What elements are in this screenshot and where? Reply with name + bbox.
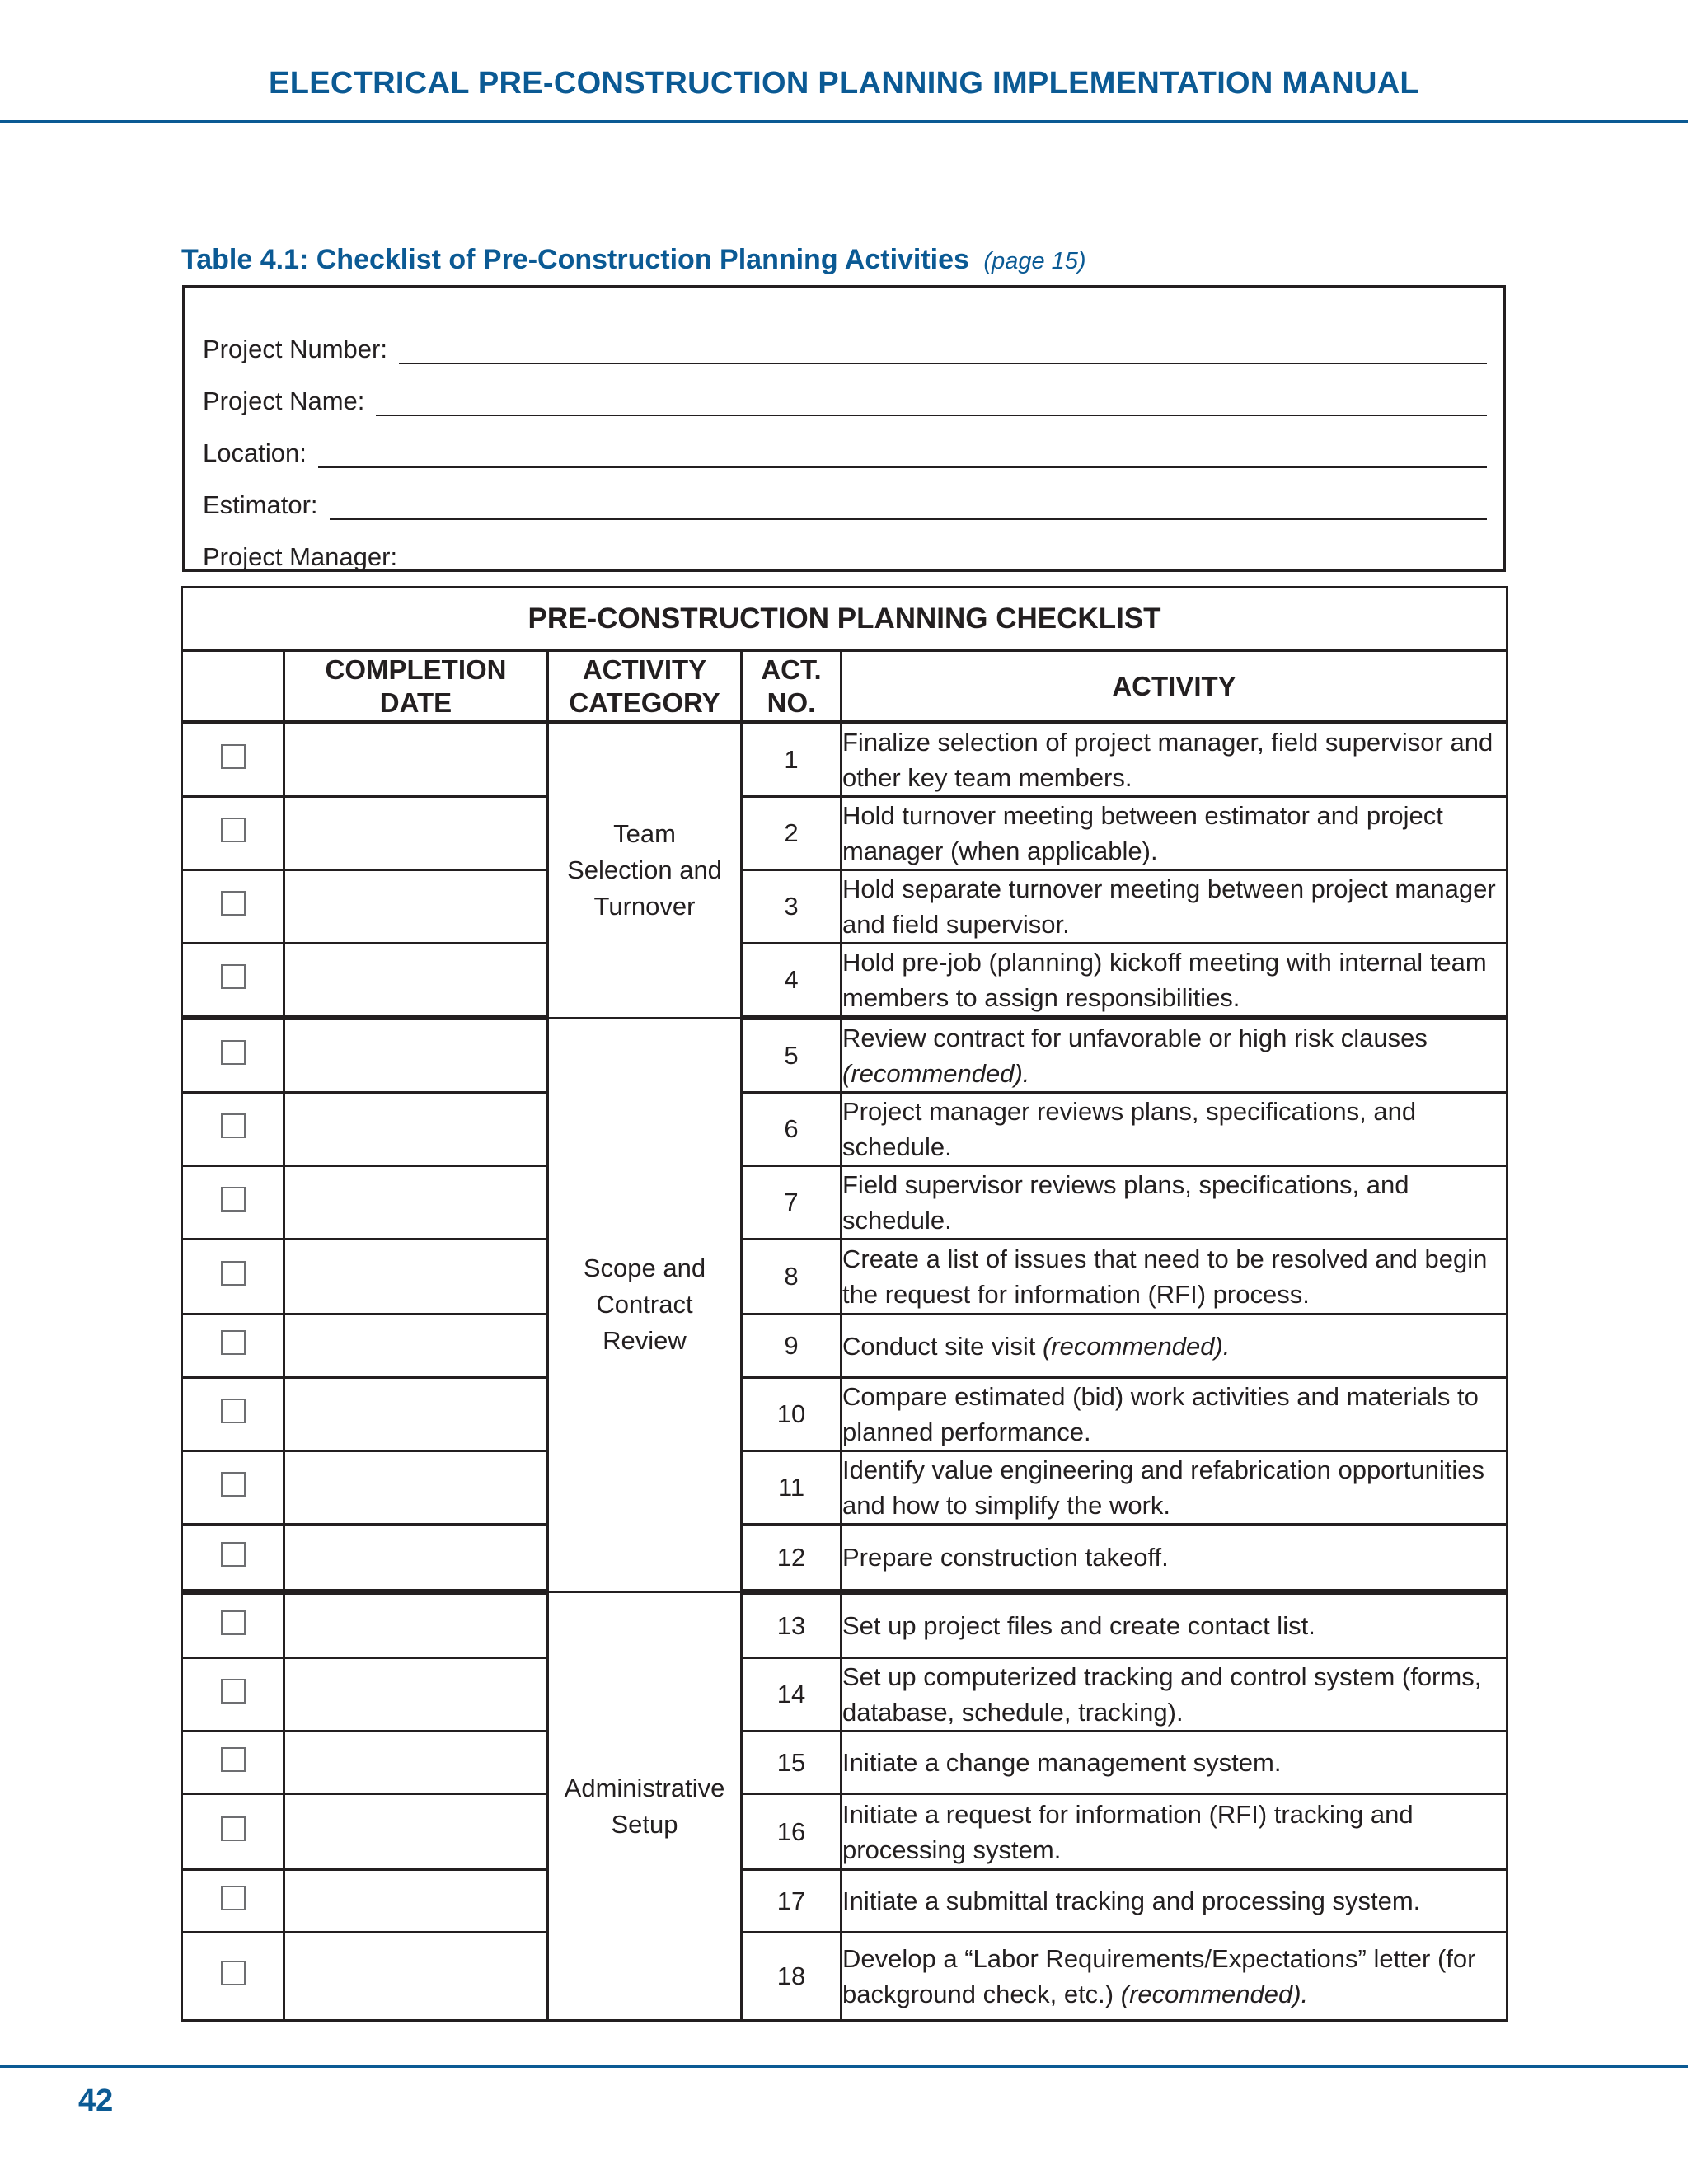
activity-10-completion-date[interactable]	[284, 1378, 548, 1451]
footer-rule	[0, 2065, 1688, 2068]
activity-number: 17	[742, 1870, 842, 1933]
checklist-title: PRE-CONSTRUCTION PLANNING CHECKLIST	[182, 588, 1507, 651]
col-header-act-no-line-2: NO.	[767, 687, 816, 718]
activity-2-checkbox[interactable]	[221, 818, 246, 842]
header-rule	[0, 120, 1688, 123]
category-line: Contract	[596, 1290, 693, 1319]
table-row	[182, 1451, 1507, 1525]
activity-7-completion-date[interactable]	[284, 1166, 548, 1240]
category-line: Review	[603, 1326, 687, 1356]
category-scope-contract-review	[548, 1018, 742, 1592]
activity-number: 3	[742, 870, 842, 944]
activity-number: 16	[742, 1794, 842, 1870]
activity-6-completion-date[interactable]	[284, 1093, 548, 1166]
activity-description: Hold pre-job (planning) kickoff meeting with internal team members to assign responsibilities.	[842, 948, 1487, 1012]
activity-description: Project manager reviews plans, specifications, and schedule.	[842, 1097, 1417, 1161]
activity-note: (recommended).	[1120, 1980, 1309, 2008]
estimator-field[interactable]	[330, 485, 1487, 520]
category-administrative-setup	[548, 1592, 742, 2021]
activity-16-checkbox[interactable]	[221, 1816, 246, 1841]
table-row	[182, 1018, 1507, 1093]
activity-17-checkbox[interactable]	[221, 1886, 246, 1910]
activity-10-checkbox[interactable]	[221, 1399, 246, 1423]
activity-description: Finalize selection of project manager, field supervisor and other key team members.	[842, 728, 1493, 792]
project-name-row	[185, 364, 1503, 416]
activity-text	[842, 797, 1507, 870]
col-header-completion-date	[284, 651, 548, 723]
project-info-box	[182, 285, 1506, 572]
project-number-field[interactable]	[399, 330, 1487, 364]
activity-15-checkbox[interactable]	[221, 1747, 246, 1772]
activity-number: 6	[742, 1093, 842, 1166]
table-row	[182, 723, 1507, 797]
table-row	[182, 797, 1507, 870]
activity-4-completion-date[interactable]	[284, 944, 548, 1019]
activity-number: 7	[742, 1166, 842, 1240]
activity-1-checkbox[interactable]	[221, 744, 246, 769]
activity-9-checkbox[interactable]	[221, 1330, 246, 1355]
activity-14-completion-date[interactable]	[284, 1658, 548, 1732]
activity-5-checkbox[interactable]	[221, 1040, 246, 1065]
col-header-completion-date-line-2: DATE	[379, 687, 452, 718]
activity-description: Set up project files and create contact list.	[842, 1611, 1315, 1640]
activity-note: (recommended).	[842, 1059, 1030, 1088]
activity-2-completion-date[interactable]	[284, 797, 548, 870]
activity-description: Conduct site visit	[842, 1331, 1036, 1361]
col-header-activity: ACTIVITY	[842, 651, 1507, 723]
table-row	[182, 944, 1507, 1019]
category-line: Administrative	[564, 1773, 725, 1802]
activity-3-completion-date[interactable]	[284, 870, 548, 944]
activity-11-completion-date[interactable]	[284, 1451, 548, 1525]
activity-text	[842, 944, 1507, 1019]
activity-number: 18	[742, 1933, 842, 2021]
activity-text	[842, 1658, 1507, 1732]
activity-description: Review contract for unfavorable or high risk clauses	[842, 1024, 1428, 1052]
activity-18-completion-date[interactable]	[284, 1933, 548, 2021]
activity-8-checkbox[interactable]	[221, 1261, 246, 1286]
activity-number: 5	[742, 1018, 842, 1093]
category-line: Turnover	[593, 892, 696, 921]
activity-number: 10	[742, 1378, 842, 1451]
table-row	[182, 1378, 1507, 1451]
activity-text	[842, 1378, 1507, 1451]
project-number-label: Project Number:	[203, 335, 387, 363]
activity-text	[842, 1315, 1507, 1378]
activity-text	[842, 1525, 1507, 1592]
activity-text	[842, 1240, 1507, 1315]
activity-14-checkbox[interactable]	[221, 1679, 246, 1704]
activity-description: Prepare construction takeoff.	[842, 1543, 1169, 1572]
activity-number: 15	[742, 1732, 842, 1794]
pre-construction-checklist-table	[181, 586, 1508, 2022]
table-row	[182, 1658, 1507, 1732]
location-row	[185, 416, 1503, 468]
activity-description: Initiate a request for information (RFI) tracking and processing system.	[842, 1799, 1414, 1864]
col-header-activity-category-line-2: CATEGORY	[569, 687, 720, 718]
activity-1-completion-date[interactable]	[284, 723, 548, 797]
activity-text	[842, 1592, 1507, 1658]
category-line: Selection and	[567, 855, 722, 885]
table-row	[182, 1592, 1507, 1658]
project-manager-row	[185, 520, 1503, 572]
activity-number: 12	[742, 1525, 842, 1592]
activity-text	[842, 1870, 1507, 1933]
activity-text	[842, 1093, 1507, 1166]
col-header-act-no-line-1: ACT.	[761, 654, 822, 685]
estimator-label: Estimator:	[203, 490, 318, 519]
activity-description: Develop a “Labor Requirements/Expectations” letter (for background check, etc.)	[842, 1944, 1476, 2008]
activity-description: Identify value engineering and refabrication opportunities and how to simplify the work.	[842, 1455, 1484, 1520]
table-caption	[181, 244, 1086, 276]
activity-description: Hold turnover meeting between estimator and project manager (when applicable).	[842, 801, 1443, 865]
table-row	[182, 1525, 1507, 1592]
category-line: Team	[613, 819, 676, 849]
activity-text	[842, 723, 1507, 797]
activity-7-checkbox[interactable]	[221, 1187, 246, 1212]
activity-number: 11	[742, 1451, 842, 1525]
table-row	[182, 1732, 1507, 1794]
activity-number: 1	[742, 723, 842, 797]
activity-note: (recommended).	[1042, 1331, 1231, 1361]
activity-11-checkbox[interactable]	[221, 1472, 246, 1497]
table-row	[182, 1166, 1507, 1240]
activity-5-completion-date[interactable]	[284, 1018, 548, 1093]
project-manager-label: Project Manager:	[203, 542, 398, 571]
activity-text	[842, 1933, 1507, 2021]
activity-number: 2	[742, 797, 842, 870]
activity-15-completion-date[interactable]	[284, 1732, 548, 1794]
activity-number: 14	[742, 1658, 842, 1732]
activity-description: Create a list of issues that need to be resolved and begin the request for information (RFI) process.	[842, 1244, 1488, 1309]
category-line: Setup	[611, 1809, 678, 1839]
project-number-row	[185, 312, 1503, 364]
col-header-check	[182, 651, 284, 723]
activity-number: 8	[742, 1240, 842, 1315]
activity-text	[842, 1794, 1507, 1870]
table-row	[182, 1933, 1507, 2021]
col-header-completion-date-line-1: COMPLETION	[325, 654, 507, 685]
activity-8-completion-date[interactable]	[284, 1240, 548, 1315]
activity-text	[842, 870, 1507, 944]
activity-text	[842, 1018, 1507, 1093]
table-row	[182, 1315, 1507, 1378]
activity-17-completion-date[interactable]	[284, 1870, 548, 1933]
table-caption-title: Table 4.1: Checklist of Pre-Construction Planning Activities	[181, 244, 969, 275]
table-row	[182, 1870, 1507, 1933]
activity-text	[842, 1451, 1507, 1525]
table-caption-page-ref: (page 15)	[983, 248, 1086, 274]
project-name-label: Project Name:	[203, 387, 365, 415]
activity-12-completion-date[interactable]	[284, 1525, 548, 1592]
activity-13-checkbox[interactable]	[221, 1610, 246, 1635]
table-row	[182, 1093, 1507, 1166]
activity-description: Field supervisor reviews plans, specifications, and schedule.	[842, 1170, 1409, 1235]
col-header-activity-category-line-1: ACTIVITY	[582, 654, 707, 685]
activity-number: 4	[742, 944, 842, 1019]
activity-description: Initiate a change management system.	[842, 1748, 1282, 1777]
activity-text	[842, 1732, 1507, 1794]
page-number: 42	[78, 2083, 114, 2118]
activity-16-completion-date[interactable]	[284, 1794, 548, 1870]
activity-text	[842, 1166, 1507, 1240]
project-name-field[interactable]	[376, 382, 1487, 416]
activity-6-checkbox[interactable]	[221, 1113, 246, 1138]
table-row	[182, 1240, 1507, 1315]
activity-13-completion-date[interactable]	[284, 1592, 548, 1658]
location-label: Location:	[203, 438, 307, 467]
activity-number: 9	[742, 1315, 842, 1378]
activity-description: Set up computerized tracking and control system (forms, database, schedule, tracking).	[842, 1662, 1482, 1727]
location-field[interactable]	[318, 434, 1487, 468]
document-header: ELECTRICAL PRE-CONSTRUCTION PLANNING IMPLEMENTATION MANUAL	[269, 66, 1419, 101]
activity-description: Hold separate turnover meeting between project manager and field supervisor.	[842, 874, 1496, 939]
category-line: Scope and	[583, 1254, 706, 1283]
project-manager-field[interactable]	[409, 537, 1487, 572]
activity-number: 13	[742, 1592, 842, 1658]
activity-18-checkbox[interactable]	[221, 1961, 246, 1985]
col-header-activity-category	[548, 651, 742, 723]
table-row	[182, 870, 1507, 944]
activity-4-checkbox[interactable]	[221, 964, 246, 989]
table-row	[182, 1794, 1507, 1870]
activity-12-checkbox[interactable]	[221, 1542, 246, 1567]
estimator-row	[185, 468, 1503, 520]
category-team-selection-turnover	[548, 723, 742, 1019]
activity-9-completion-date[interactable]	[284, 1315, 548, 1378]
activity-description: Initiate a submittal tracking and processing system.	[842, 1886, 1421, 1915]
col-header-act-no	[742, 651, 842, 723]
activity-description: Compare estimated (bid) work activities and materials to planned performance.	[842, 1382, 1479, 1446]
activity-3-checkbox[interactable]	[221, 891, 246, 916]
